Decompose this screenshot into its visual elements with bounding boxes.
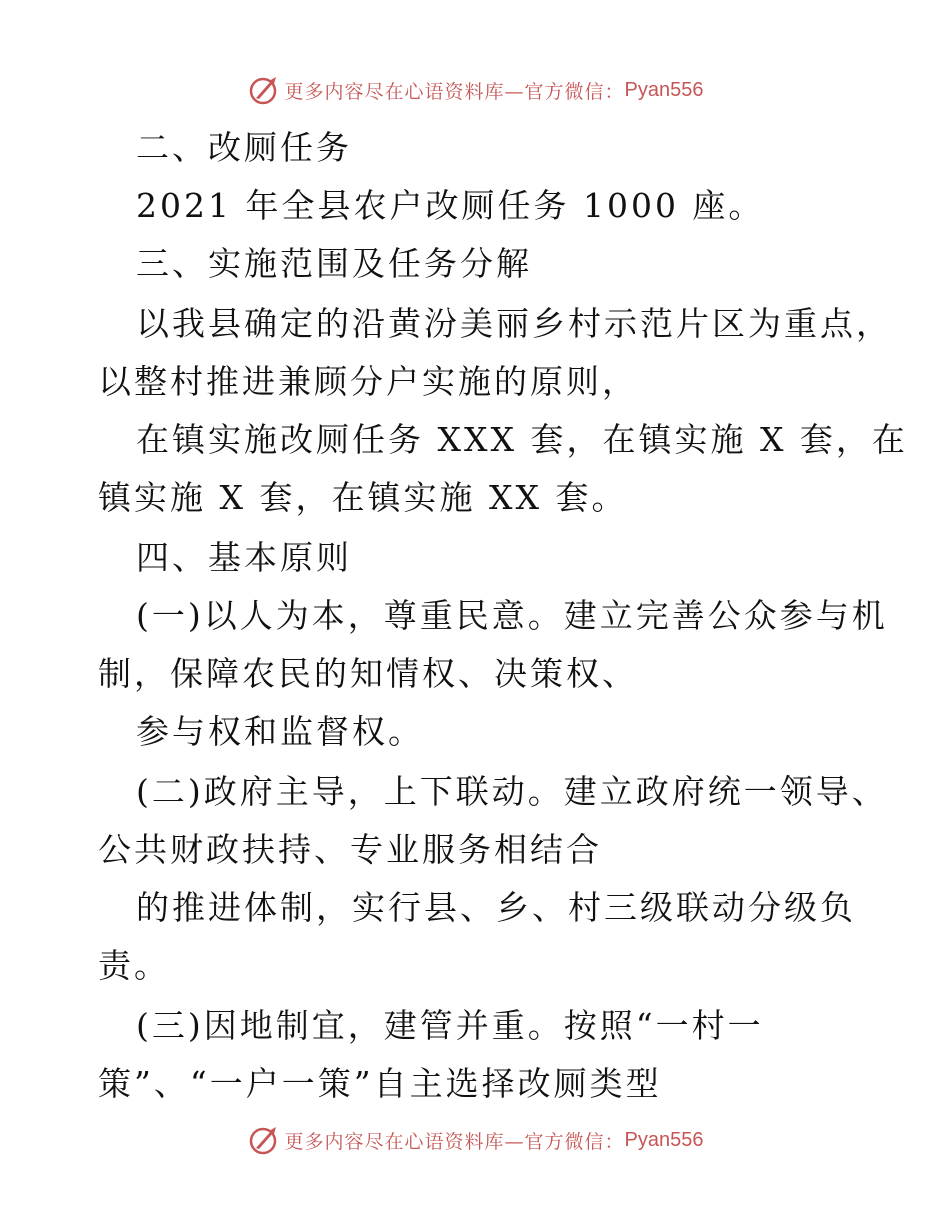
paragraph-line: (二)政府主导，上下联动。建立政府统一领导、 — [136, 772, 888, 811]
footer-watermark — [0, 1120, 950, 1160]
paragraph-line: 在镇实施改厕任务 XXX 套，在镇实施 X 套，在 — [136, 420, 908, 459]
paragraph-line: 策”、“一户一策”自主选择改厕类型 — [98, 1064, 662, 1103]
paragraph-line: 的推进体制，实行县、乡、村三级联动分级负 — [136, 888, 856, 927]
watermark-id: Pyan556 — [624, 78, 704, 101]
header-watermark — [0, 70, 950, 110]
paragraph-line: (一)以人为本，尊重民意。建立完善公众参与机 — [136, 596, 888, 635]
paragraph-line: 制，保障农民的知情权、决策权、 — [98, 654, 638, 693]
paragraph-line: 公共财政扶持、专业服务相结合 — [98, 830, 602, 869]
paragraph-line: 镇实施 X 套，在镇实施 XX 套。 — [98, 478, 628, 517]
section-heading-4: 四、基本原则 — [136, 538, 352, 577]
paragraph-line: 参与权和监督权。 — [136, 712, 424, 751]
watermark-text: 更多内容尽在心语资料库—官方微信： — [284, 80, 625, 103]
quill-logo-icon — [247, 1124, 279, 1156]
paragraph-line: (三)因地制宜，建管并重。按照“一村一 — [136, 1006, 764, 1045]
watermark-id: Pyan556 — [624, 1128, 704, 1151]
quill-logo-icon — [247, 74, 279, 106]
paragraph-line: 以整村推进兼顾分户实施的原则， — [98, 362, 638, 401]
section-heading-3: 三、实施范围及任务分解 — [136, 244, 532, 283]
paragraph-line: 2021 年全县农户改厕任务 1000 座。 — [136, 186, 765, 225]
paragraph-line: 责。 — [98, 946, 170, 985]
watermark-text: 更多内容尽在心语资料库—官方微信： — [284, 1130, 625, 1153]
paragraph-line: 以我县确定的沿黄汾美丽乡村示范片区为重点， — [136, 304, 892, 343]
section-heading-2: 二、改厕任务 — [136, 128, 352, 167]
